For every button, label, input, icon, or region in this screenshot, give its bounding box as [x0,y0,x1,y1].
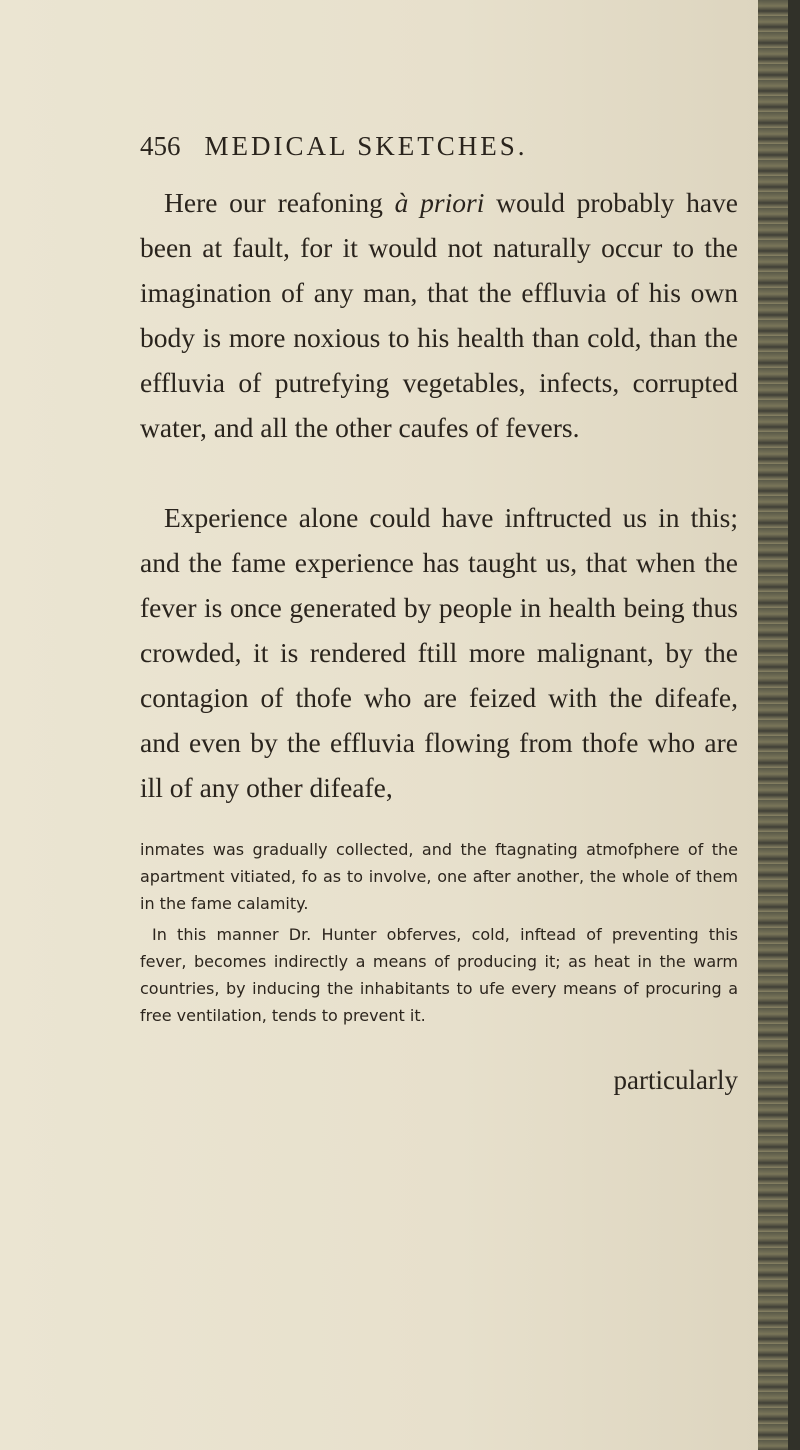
footnote-1: inmates was gradually collected, and the ftagnating atmofphere of the apartment vitiated, fo as to involve, one after another, the whole of them in the fame calamity. [140,840,738,913]
running-header [140,128,660,164]
paragraph-1-rest: would probably have been at fault, for it would not naturally occur to the imagination of any man, that the effluvia of his own body is more noxious to his health than cold, than the effluvia of putrefying vegetables, infects, corrupted water, and all the other caufes of fevers. [140,187,738,443]
footnote-2: In this manner Dr. Hunter obferves, cold, inftead of preventing this fever, becomes indirectly a means of producing it; as heat in the warm countries, by inducing the inhabitants to ufe every means of procuring a free ventilation, tends to prevent it. [140,925,738,1025]
paragraph-1-lead: Here our reafoning [164,187,395,218]
paragraph-2: Experience alone could have inftructed us in this; and the fame experience has taught us, that when the fever is once generated by people in health being thus crowded, it is rendered ftill more malignant, by the contagion of thofe who are feized with the difeafe, and even by the effluvia flowing from thofe who are ill of any other difeafe, [140,502,738,803]
main-text [140,180,738,810]
paragraph-1 [140,180,738,450]
page-edge-shadow [758,0,800,1450]
catchword: particularly [613,1065,738,1095]
paragraph-1-italic: à priori [394,187,485,218]
footnotes [140,836,738,1029]
page-number: 456 [140,131,181,161]
running-title: MEDICAL SKETCHES. [204,131,528,161]
